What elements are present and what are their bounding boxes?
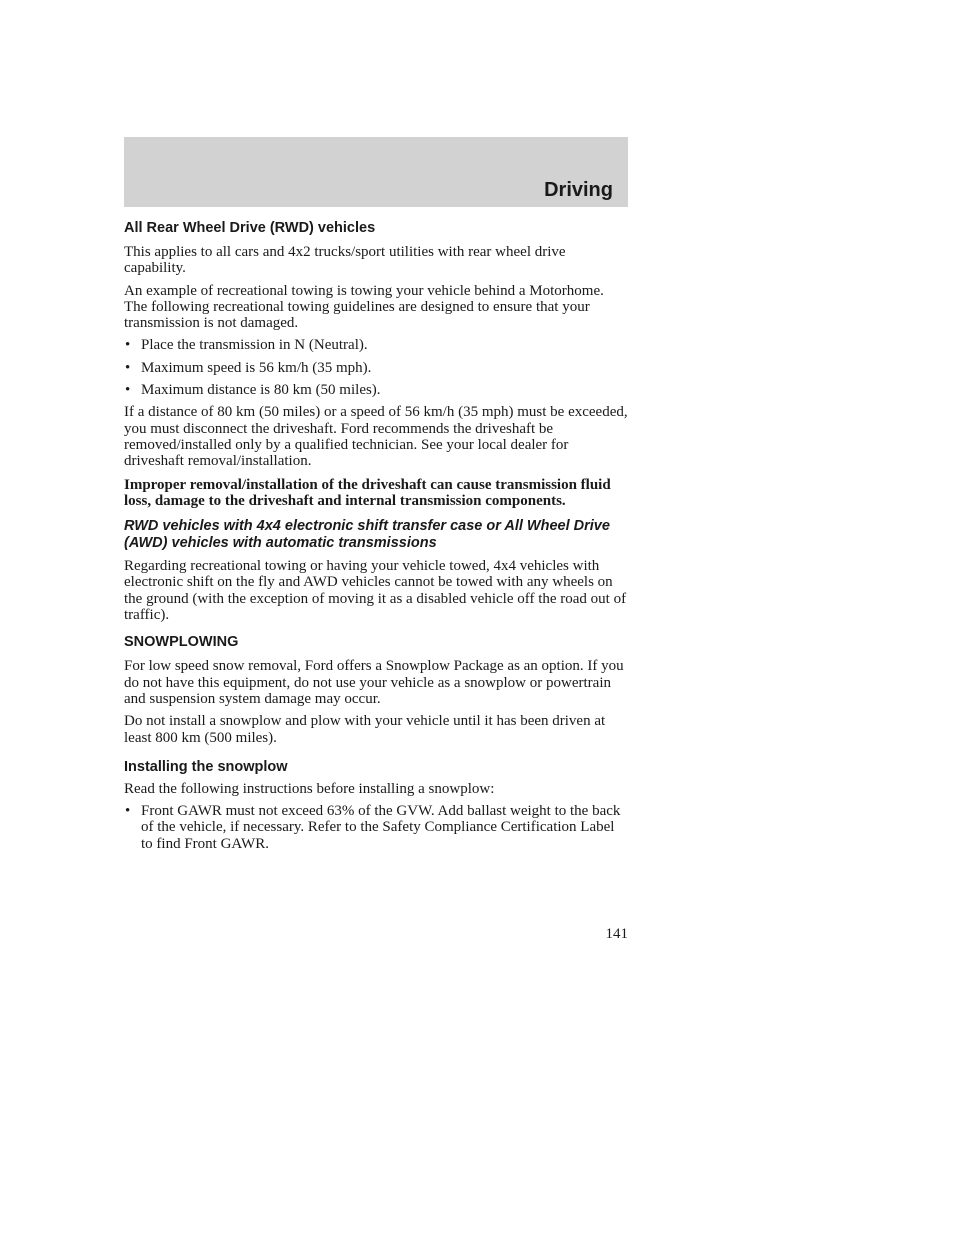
snowplowing-heading: SNOWPLOWING xyxy=(124,634,239,651)
bullet-icon: • xyxy=(125,803,131,820)
rwd-bullet-list xyxy=(124,337,628,398)
section-title: Driving xyxy=(544,179,613,201)
section-header-band xyxy=(124,137,628,207)
list-item-text: Maximum speed is 56 km/h (35 mph). xyxy=(141,359,372,376)
list-item xyxy=(124,360,628,376)
bullet-icon: • xyxy=(125,359,131,376)
awd-heading: RWD vehicles with 4x4 electronic shift transfer case or All Wheel Drive (AWD) vehicles with automatic transmissions xyxy=(124,518,610,552)
list-item xyxy=(124,337,628,353)
rwd-paragraph-2: An example of recreational towing is towing your vehicle behind a Motorhome. The following recreational towing guidelines are designed to ensure that your transmission is not damaged. xyxy=(124,282,604,332)
snowplowing-paragraph-2: Do not install a snowplow and plow with your vehicle until it has been driven at least 800 km (500 miles). xyxy=(124,713,606,746)
installing-heading: Installing the snowplow xyxy=(124,758,288,775)
snowplowing-paragraph-1: For low speed snow removal, Ford offers a Snowplow Package as an option. If you do not have this equipment, do not use your vehicle as a snowplow or powertrain and suspension system damage may occur. xyxy=(124,658,624,707)
bullet-icon: • xyxy=(125,382,131,399)
page-number: 141 xyxy=(605,926,628,942)
list-item xyxy=(124,382,628,398)
rwd-paragraph-3: If a distance of 80 km (50 miles) or a speed of 56 km/h (35 mph) must be exceeded, you must disconnect the driveshaft. Ford recommends the driveshaft be removed/installed only by a qualified technician. See your local dealer for driveshaft removal/installation. xyxy=(124,404,628,470)
rwd-heading: All Rear Wheel Drive (RWD) vehicles xyxy=(124,220,376,236)
list-item-text: Place the transmission in N (Neutral). xyxy=(141,337,368,354)
installing-bullet-list xyxy=(124,803,628,852)
awd-paragraph-1: Regarding recreational towing or having your vehicle towed, 4x4 vehicles with electronic shift on the fly and AWD vehicles cannot be towed with any wheels on the ground (with the exception of moving it as a disabled vehicle off the road out of traffic). xyxy=(124,558,627,624)
rwd-paragraph-1: This applies to all cars and 4x2 trucks/sport utilities with rear wheel drive capability. xyxy=(124,244,566,277)
rwd-warning: Improper removal/installation of the driveshaft can cause transmission fluid loss, damage to the driveshaft and internal transmission components. xyxy=(124,476,611,509)
list-item-text: Maximum distance is 80 km (50 miles). xyxy=(141,382,381,399)
bullet-icon: • xyxy=(125,337,131,354)
page-content xyxy=(124,220,628,852)
installing-paragraph-1: Read the following instructions before installing a snowplow: xyxy=(124,780,495,797)
list-item-text: Front GAWR must not exceed 63% of the GVW. Add ballast weight to the back of the vehicle, if necessary. Refer to the Safety Compliance Certification Label to find Front GAWR. xyxy=(141,803,621,852)
list-item xyxy=(124,803,628,852)
